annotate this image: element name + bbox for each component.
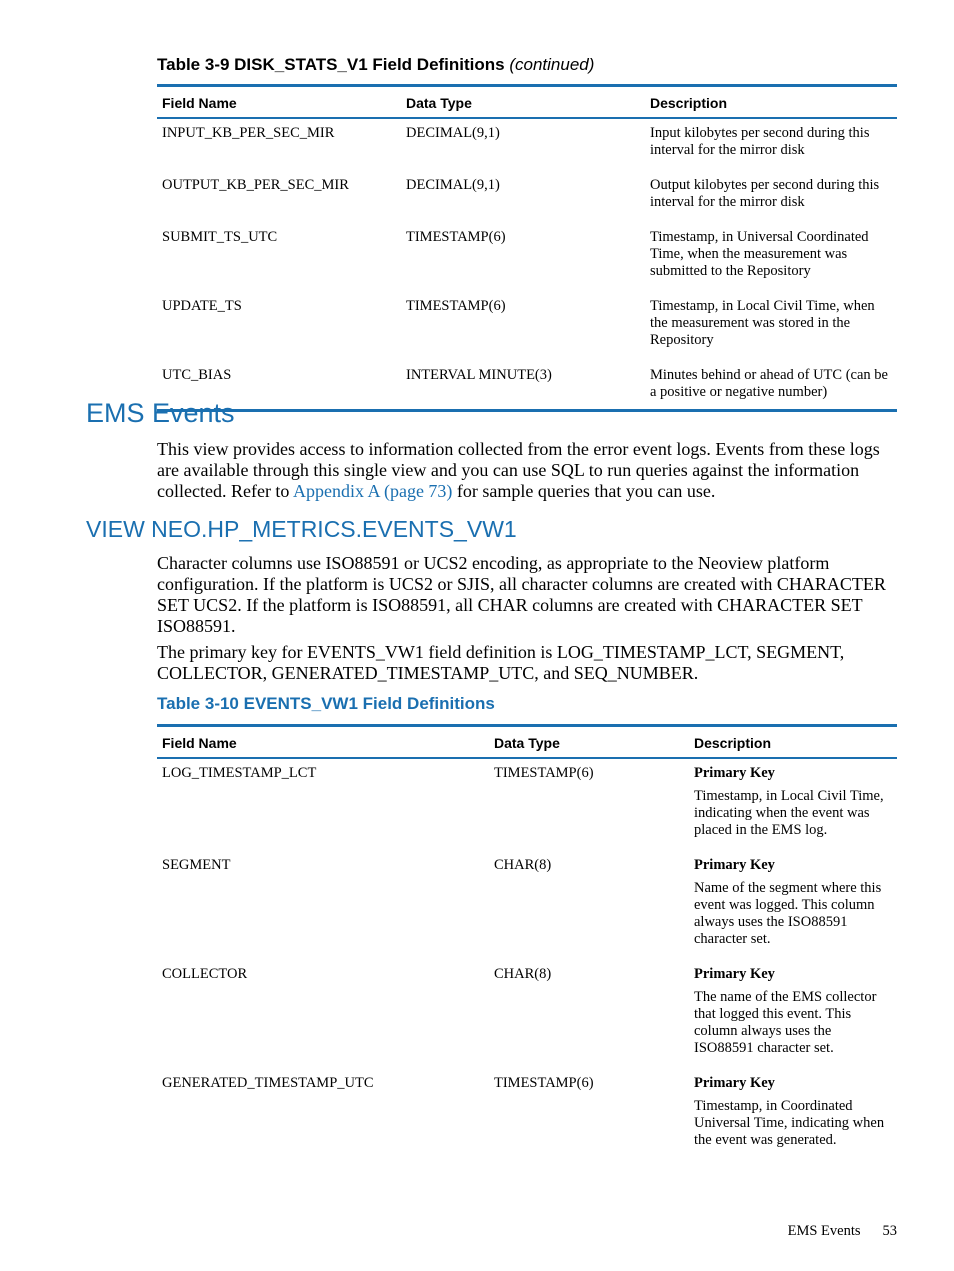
data-type-cell: DECIMAL(9,1)	[406, 125, 500, 141]
table-header-row	[157, 726, 897, 759]
field-name-cell: LOG_TIMESTAMP_LCT	[162, 765, 317, 781]
description-cell	[689, 758, 897, 851]
disk-stats-table	[157, 84, 897, 412]
table-row	[157, 960, 897, 1069]
page-footer	[766, 1223, 897, 1240]
description-cell: Input kilobytes per second during this interval for the mirror disk	[650, 125, 870, 158]
data-type-cell: TIMESTAMP(6)	[406, 229, 506, 245]
description-text: Timestamp, in Local Civil Time, indicating when the event was placed in the EMS log.	[694, 788, 884, 838]
primary-key-label: Primary Key	[694, 966, 775, 982]
field-name-cell: GENERATED_TIMESTAMP_UTC	[162, 1075, 374, 1091]
data-type-cell: CHAR(8)	[494, 857, 552, 873]
subsection-title: VIEW NEO.HP_METRICS.EVENTS_VW1	[86, 516, 517, 542]
table-row	[157, 223, 897, 292]
data-type-cell: DECIMAL(9,1)	[406, 177, 500, 193]
data-type-cell: TIMESTAMP(6)	[494, 1075, 594, 1091]
table-row	[157, 171, 897, 223]
header-field-name: Field Name	[157, 726, 489, 759]
table-3-10-caption: Table 3-10 EVENTS_VW1 Field Definitions	[157, 694, 495, 713]
table-row	[157, 1069, 897, 1157]
table-3-9-caption	[157, 55, 594, 75]
footer-section-name: EMS Events	[787, 1223, 861, 1239]
data-type-cell: INTERVAL MINUTE(3)	[401, 361, 645, 411]
data-type-cell: TIMESTAMP(6)	[406, 298, 506, 314]
table-row	[157, 118, 897, 171]
table-3-9-caption-suffix: (continued)	[509, 55, 595, 74]
field-name-cell: INPUT_KB_PER_SEC_MIR	[162, 125, 335, 141]
header-data-type: Data Type	[401, 86, 645, 119]
description-cell: Minutes behind or ahead of UTC (can be a positive or negative number)	[645, 361, 897, 411]
header-field-name: Field Name	[157, 86, 401, 119]
header-data-type: Data Type	[489, 726, 689, 759]
table-3-9-caption-text: Table 3-9 DISK_STATS_V1 Field Definitions	[157, 55, 505, 74]
description-cell: Output kilobytes per second during this interval for the mirror disk	[650, 177, 880, 210]
header-description: Description	[645, 86, 897, 119]
description-cell	[689, 851, 897, 960]
description-cell: Timestamp, in Universal Coordinated Time, when the measurement was submitted to the Repository	[650, 229, 869, 279]
table-row	[157, 851, 897, 960]
section-title: EMS Events	[86, 398, 235, 428]
primary-key-label: Primary Key	[694, 1075, 775, 1091]
intro-text: This view provides access to information collected from the error event logs. Events from these logs are available through this single view and you can use SQL to run queries against the information collected. Refer to	[157, 439, 880, 501]
section-intro	[157, 439, 899, 502]
table-row	[157, 758, 897, 851]
intro-text-end: for sample queries that you can use.	[456, 481, 716, 501]
primary-key-label: Primary Key	[694, 857, 775, 873]
field-name-cell: UPDATE_TS	[162, 298, 242, 314]
description-cell	[689, 1069, 897, 1157]
page-number: 53	[882, 1223, 897, 1239]
encoding-paragraph: Character columns use ISO88591 or UCS2 encoding, as appropriate to the Neoview platform configuration. If the platform is UCS2 or SJIS, all character columns are created with CHARACTER SET UCS2. If the platform is ISO88591, all CHAR columns are created with CHARACTER SET ISO88591.	[157, 553, 886, 636]
field-name-cell: COLLECTOR	[162, 966, 248, 982]
events-table	[157, 724, 897, 1157]
field-name-cell: SUBMIT_TS_UTC	[162, 229, 278, 245]
data-type-cell: TIMESTAMP(6)	[494, 765, 594, 781]
header-description: Description	[689, 726, 897, 759]
primary-key-paragraph: The primary key for EVENTS_VW1 field definition is LOG_TIMESTAMP_LCT, SEGMENT, COLLECTOR, GENERATED_TIMESTAMP_UTC, and SEQ_NUMBER.	[157, 642, 845, 683]
description-text: Timestamp, in Coordinated Universal Time, indicating when the event was generated.	[694, 1098, 885, 1148]
description-text: The name of the EMS collector that logged this event. This column always uses the ISO88591 character set.	[694, 989, 877, 1056]
table-header-row	[157, 86, 897, 119]
appendix-link[interactable]: Appendix A (page 73)	[292, 481, 453, 501]
primary-key-label: Primary Key	[694, 765, 775, 781]
description-cell	[689, 960, 897, 1069]
table-row	[157, 292, 897, 361]
field-name-cell: SEGMENT	[162, 857, 231, 873]
data-type-cell: CHAR(8)	[494, 966, 552, 982]
table-row	[157, 361, 897, 411]
field-name-cell: UTC_BIAS	[157, 361, 401, 411]
field-name-cell: OUTPUT_KB_PER_SEC_MIR	[162, 177, 349, 193]
description-cell: Timestamp, in Local Civil Time, when the measurement was stored in the Repository	[650, 298, 875, 348]
description-text: Name of the segment where this event was logged. This column always uses the ISO88591 character set.	[694, 880, 882, 947]
